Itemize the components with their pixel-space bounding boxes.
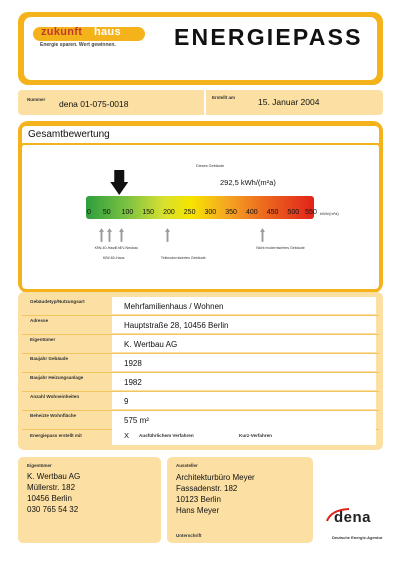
date-value: 15. Januar 2004 [258, 97, 320, 107]
reference-arrow-icon [260, 224, 265, 246]
details-label: Baujahr Heizungsanlage [30, 375, 84, 380]
scale-tick-label: 50 [102, 209, 111, 216]
reference-label: KfW-40-Haus [94, 246, 117, 250]
logo-word-haus: haus [94, 26, 121, 38]
scale-tick-label: 550 [305, 209, 317, 216]
energy-scale-bar [86, 196, 314, 219]
reference-label: KfW-60-Haus [102, 256, 125, 260]
reference-arrow-icon [99, 224, 104, 246]
details-label: Baujahr Gebäude [30, 356, 69, 361]
logo-word-zukunft: zukunft [41, 26, 83, 38]
details-label: Gebäudetyp/Nutzungsart [30, 299, 85, 304]
issuer-line: Fassadenstr. 182 [176, 484, 238, 493]
owner-line: 10456 Berlin [27, 494, 72, 503]
scale-tick-label: 450 [266, 209, 279, 216]
scale-tick-label: 250 [183, 209, 196, 216]
details-value: K. Wertbau AG [124, 340, 178, 349]
details-value: Hauptstraße 28, 10456 Berlin [124, 321, 229, 330]
reference-arrow-icon [165, 224, 170, 246]
number-value: dena 01-075-0018 [59, 99, 129, 109]
rating-title: Gesamtbewertung [28, 129, 110, 140]
details-value-cell [112, 354, 376, 371]
details-label: Beheizte Wohnfläche [30, 413, 77, 418]
owner-line: Müllerstr. 182 [27, 483, 76, 492]
details-value-cell [112, 411, 376, 428]
issuer-line: Hans Meyer [176, 506, 220, 515]
details-value-cell [112, 392, 376, 409]
dena-logo: dena [334, 509, 372, 526]
issuer-line: 10123 Berlin [176, 495, 221, 504]
reference-label: EnEV-Neubau [115, 246, 139, 250]
scale-tick-label: 150 [142, 209, 155, 216]
reference-label: Nicht modernisiertes Gebäude [256, 246, 305, 250]
reference-label: Teilmodernisiertes Gebäude [160, 256, 206, 260]
owner-line: K. Wertbau AG [27, 472, 81, 481]
details-value: 9 [124, 397, 129, 406]
issuer-label: Aussteller [176, 463, 198, 468]
date-label: Erstellt am [212, 95, 236, 100]
scale-tick-label: 100 [121, 209, 134, 216]
scale-tick-label: 350 [225, 209, 237, 216]
reference-arrow-icon [119, 224, 124, 246]
details-value: Mehrfamilienhaus / Wohnen [124, 302, 224, 311]
details-label: Eigentümer [30, 337, 56, 342]
scale-tick-label: 300 [204, 209, 217, 216]
details-value: 1928 [124, 359, 142, 368]
details-value: 575 m² [124, 416, 149, 425]
details-label: Anzahl Wohneinheiten [30, 394, 80, 399]
number-label: Nummer [27, 97, 46, 102]
scale-tick-label: 0 [87, 209, 91, 216]
reference-arrow-icon [107, 224, 112, 246]
issuer-line: Architekturbüro Meyer [176, 473, 255, 482]
option-detailed: Ausführlichem Verfahren [139, 433, 194, 438]
energy-value: 292,5 kWh/(m²a) [220, 178, 276, 187]
option-checkmark: X [124, 431, 130, 440]
details-value-cell [112, 373, 376, 390]
signature-label: Unterschrift [176, 533, 202, 538]
scale-tick-label: 200 [163, 209, 175, 216]
scale-unit: kWh/(m²a) [320, 211, 339, 216]
pointer-arrow-shape [110, 170, 128, 195]
dena-subtitle: Deutsche Energie-Agentur [332, 535, 383, 540]
details-label: Adresse [30, 318, 49, 323]
document-title: ENERGIEPASS [174, 24, 363, 50]
details-value: 1982 [124, 378, 142, 387]
scale-tick-label: 500 [287, 209, 300, 216]
owner-line: 030 765 54 32 [27, 505, 79, 514]
owner-label: Eigentümer [27, 463, 52, 468]
scale-tick-label: 400 [245, 209, 258, 216]
logo-tagline: Energie sparen. Wert gewinnen. [40, 42, 116, 48]
issued-with-label: Energiepass erstellt mit [30, 433, 82, 438]
option-short: Kurz-Verfahren [239, 433, 272, 438]
pointer-label: Dieses Gebäude [196, 164, 225, 168]
